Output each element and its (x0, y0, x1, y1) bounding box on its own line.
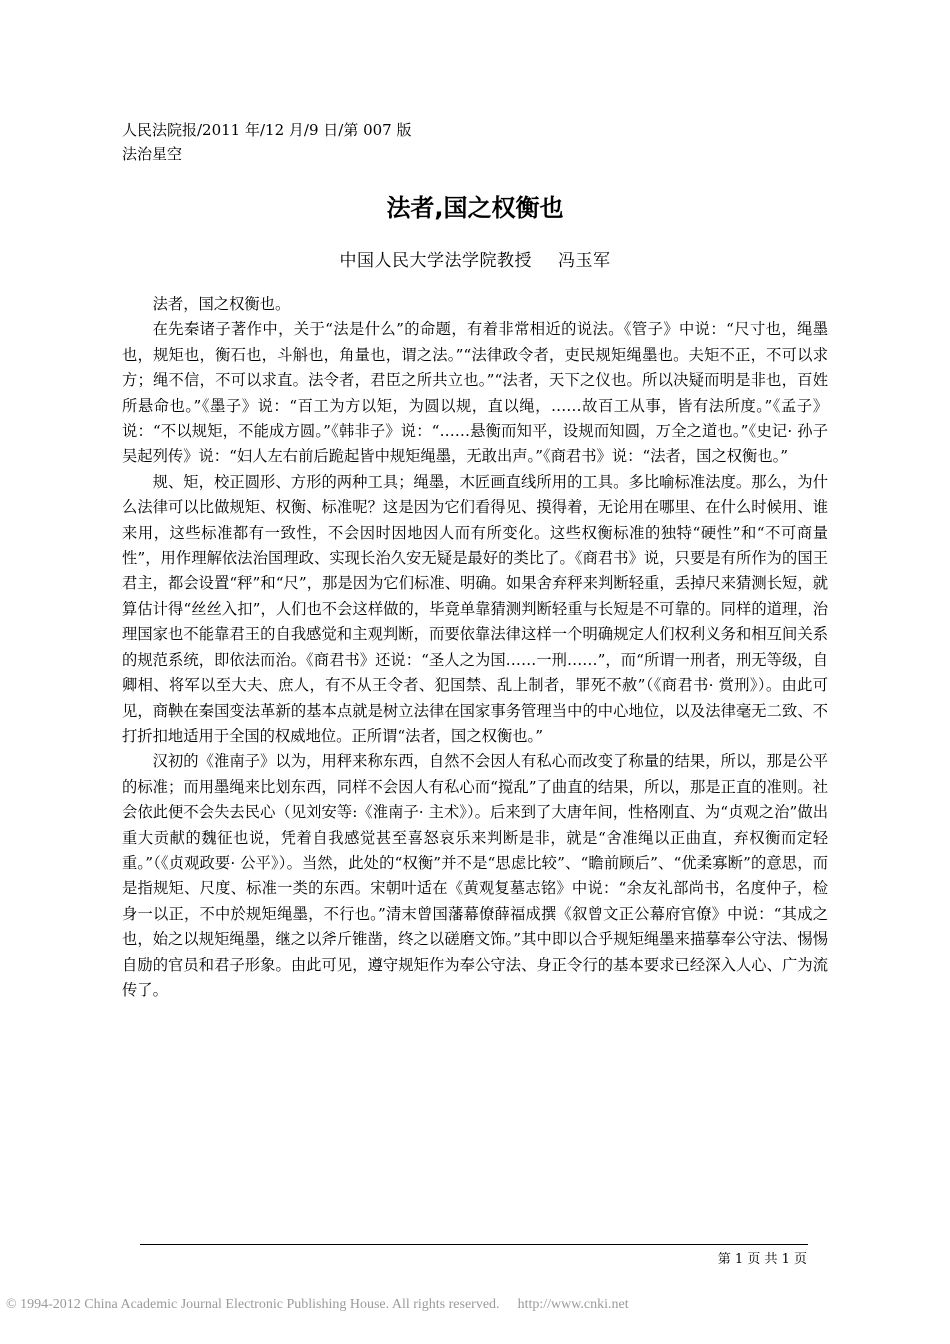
column-name: 法治星空 (122, 145, 183, 163)
paragraph: 规、矩，校正圆形、方形的两种工具；绳墨，木匠画直线所用的工具。多比喻标准法度。那么，为什么法律可以比做规矩、权衡、标准呢？这是因为它们看得见、摸得着，无论用在哪里、在什么时候用、谁来用，这些标准都有一致性，不会因时因地因人而有所变化。这些权衡标准的独特“硬性”和“不可商量性”，用作理解依法治国理政、实现长治久安无疑是最好的类比了。《商君书》说，只要是有所作为的国王君主，都会设置“秤”和“尺”，那是因为它们标准、明确。如果舍弃秤来判断轻重，丢掉尺来猜测长短，就算估计得“丝丝入扣”，人们也不会这样做的，毕竟单靠猜测判断轻重与长短是不可靠的。同样的道理，治理国家也不能靠君王的自我感觉和主观判断，而要依靠法律这样一个明确规定人们权利义务和相互间关系的规范系统，即依法而治。《商君书》还说：“圣人之为国……一刑……”，而“所谓一刑者，刑无等级，自卿相、将军以至大夫、庶人，有不从王令者、犯国禁、乱上制者，罪死不赦”（《商君书· 赏刑》）。由此可见，商鞅在秦国变法革新的基本点就是树立法律在国家事务管理当中的中心地位，以及法律毫无二致、不打折扣地适用于全国的权威地位。正所谓“法者，国之权衡也。” (122, 472, 828, 745)
article-meta (122, 118, 412, 166)
paragraph: 汉初的《淮南子》以为，用秤来称东西，自然不会因人有私心而改变了称量的结果，所以，那是公平的标准；而用墨绳来比划东西，同样不会因人有私心而“搅乱”了曲直的结果，所以，那是正直的准则。社会依此便不会失去民心（见刘安等:《淮南子· 主术》）。后来到了大唐年间，性格刚直、为“贞观之治”做出重大贡献的魏征也说，凭着自我感觉甚至喜怒哀乐来判断是非，就是“舍准绳以正曲直，弃权衡而定轻重。”（《贞观政要· 公平》）。当然，此处的“权衡”并不是“思虑比较”、“瞻前顾后”、“优柔寡断”的意思，而是指规矩、尺度、标准一类的东西。宋朝叶适在《黄观复墓志铭》中说：“余友礼部尚书，名度仲子，检身一以正，不中於规矩绳墨，不行也。”清末曾国藩幕僚薛福成撰《叙曾文正公幕府官僚》中说：“其成之也，始之以规矩绳墨，继之以斧斤锥凿，终之以磋磨文饰。”其中即以合乎规矩绳墨来描摹奉公守法、惕惕自励的官员和君子形象。由此可见，遵守规矩作为奉公守法、身正令行的基本要求已经深入人心、广为流传了。 (122, 752, 828, 999)
cnki-url[interactable]: http://www.cnki.net (517, 1297, 629, 1312)
author-line (0, 246, 950, 271)
author-affiliation: 中国人民大学法学院教授 (339, 251, 532, 271)
paragraph: 法者，国之权衡也。 (152, 295, 291, 313)
author-name: 冯玉军 (558, 251, 611, 271)
page-number: 第 1 页 共 1 页 (717, 1252, 807, 1267)
footer-divider (140, 1244, 808, 1245)
copyright-footer (6, 1297, 629, 1313)
paragraph: 在先秦诸子著作中，关于“法是什么”的命题，有着非常相近的说法。《管子》中说：“尺寸也，绳墨也，规矩也，衡石也，斗斛也，角量也，谓之法。”“法律政令者，吏民规矩绳墨也。夫矩不正，不可以求方；绳不信，不可以求直。法令者，君臣之所共立也。”“法者，天下之仪也。所以决疑而明是非也，百姓所悬命也。”《墨子》说：“百工为方以矩，为圆以规，直以绳，……故百工从事，皆有法所度。”《孟子》说：“不以规矩，不能成方圆。”《韩非子》说：“……悬衡而知平，设规而知圆，万全之道也。”《史记· 孙子吴起列传》说：“妇人左右前后跪起皆中规矩绳墨，无敢出声。”《商君书》说：“法者，国之权衡也。” (122, 320, 828, 466)
article-body (122, 292, 828, 1003)
copyright-text: © 1994-2012 China Academic Journal Electronic Publishing House. All rights reserved. (6, 1297, 500, 1312)
article-title: 法者,国之权衡也 (386, 194, 564, 222)
source-line: 人民法院报/2011 年/12 月/9 日/第 007 版 (122, 121, 412, 139)
